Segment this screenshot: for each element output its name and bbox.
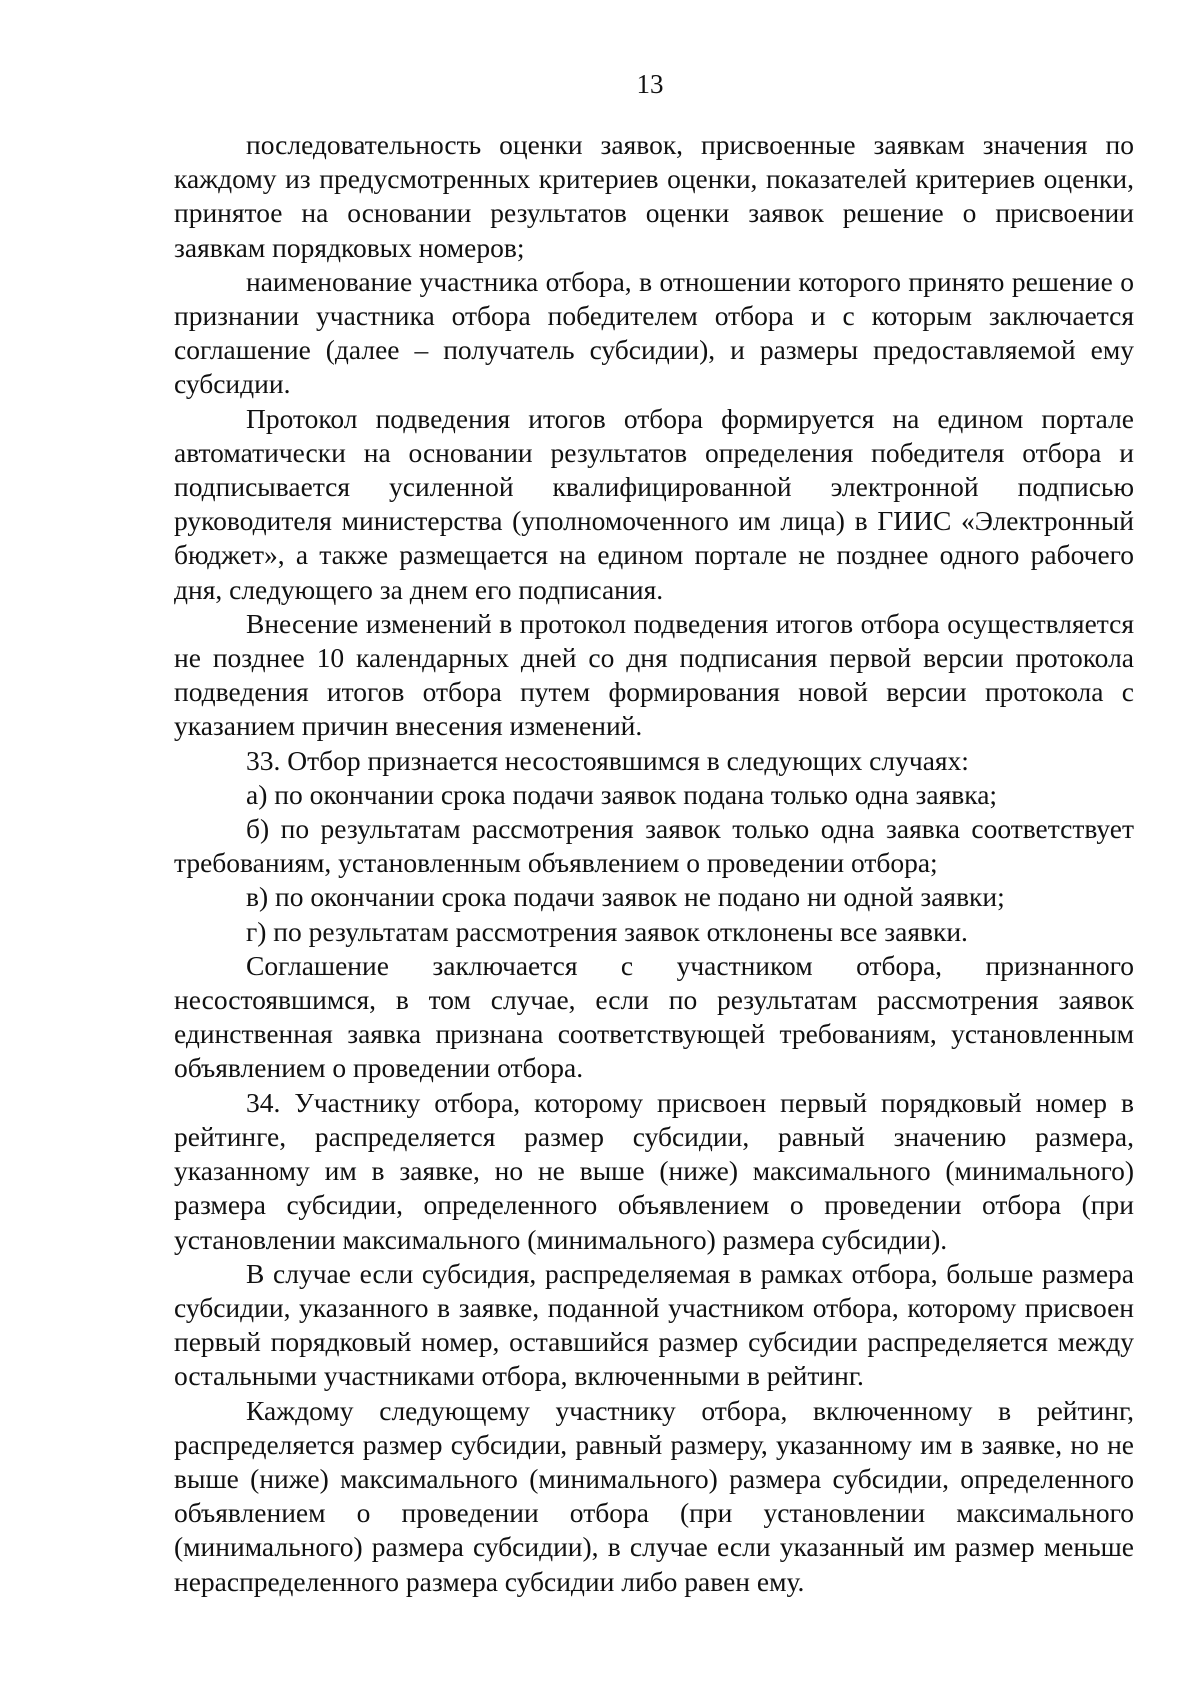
paragraph-protocol-formation: Протокол подведения итогов отбора формируется на едином портале автоматически на основании результатов определения победителя отбора и подписывается усиленной квалифицированной электронной подписью руководителя министерства (уполномоченного им лица) в ГИИС «Электронный бюджет», а также размещается на едином портале не позднее одного рабочего дня, следующего за днем его подписания. xyxy=(174,402,1134,605)
paragraph-agreement-failed-selection: Соглашение заключается с участником отбора, признанного несостоявшимся, в том случае, если по результатам рассмотрения заявок единственная заявка признана соответствующей требованиям, установленным объявлением о проведении отбора. xyxy=(174,949,1134,1084)
paragraph-clause-33-g: г) по результатам рассмотрения заявок отклонены все заявки. xyxy=(246,915,968,947)
paragraph-protocol-changes: Внесение изменений в протокол подведения итогов отбора осуществляется не позднее 10 календарных дней со дня подписания первой версии протокола подведения итогов отбора путем формирования новой версии протокола с указанием причин внесения изменений. xyxy=(174,607,1134,742)
paragraph-next-participant: Каждому следующему участнику отбора, включенному в рейтинг, распределяется размер субсидии, равный размеру, указанному им в заявке, но не выше (ниже) максимального (минимального) размера субсидии, определенного объявлением о проведении отбора (при установлении максимального (минимального) размера субсидии), в случае если указанный им размер меньше нераспределенного размера субсидии либо равен ему. xyxy=(174,1394,1134,1597)
paragraph-evaluation-sequence: последовательность оценки заявок, присвоенные заявкам значения по каждому из предусмотренных критериев оценки, показателей критериев оценки, принятое на основании результатов оценки заявок решение о присвоении заявкам порядковых номеров; xyxy=(174,129,1134,263)
page-number: 13 xyxy=(636,69,664,99)
paragraph-clause-33-a: а) по окончании срока подачи заявок подана только одна заявка; xyxy=(246,778,998,810)
paragraph-clause-33-v: в) по окончании срока подачи заявок не подано ни одной заявки; xyxy=(246,881,1005,913)
paragraph-remaining-subsidy: В случае если субсидия, распределяемая в рамках отбора, больше размера субсидии, указанного в заявке, поданной участником отбора, которому присвоен первый порядковый номер, оставшийся размер субсидии распределяется между остальными участниками отбора, включенными в рейтинг. xyxy=(174,1257,1134,1392)
paragraph-clause-33: 33. Отбор признается несостоявшимся в следующих случаях: xyxy=(246,744,969,776)
paragraph-clause-34: 34. Участнику отбора, которому присвоен первый порядковый номер в рейтинге, распределяется размер субсидии, равный значению размера, указанному им в заявке, но не выше (ниже) максимального (минимального) размера субсидии, определенного объявлением о проведении отбора (при установлении максимального (минимального) размера субсидии). xyxy=(174,1086,1134,1255)
paragraph-clause-33-b: б) по результатам рассмотрения заявок только одна заявка соответствует требованиям, установленным объявлением о проведении отбора; xyxy=(174,813,1134,879)
paragraph-participant-name: наименование участника отбора, в отношении которого принято решение о признании участника отбора победителем отбора и с которым заключается соглашение (далее – получатель субсидии), и размеры предоставляемой ему субсидии. xyxy=(174,265,1134,400)
document-body xyxy=(174,128,1134,1599)
